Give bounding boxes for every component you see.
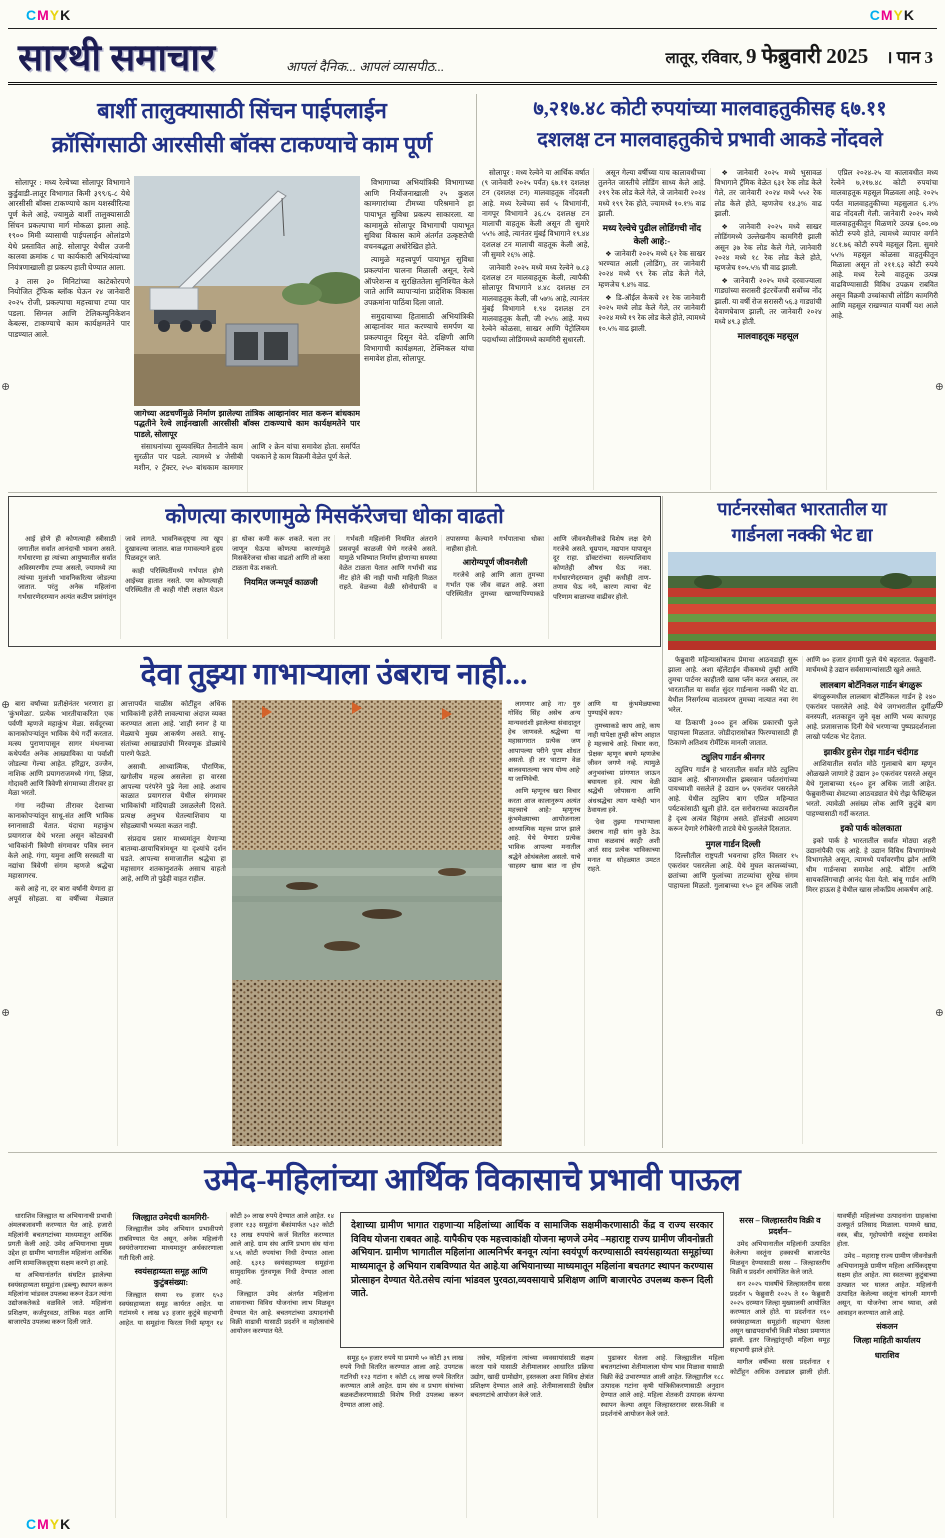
garden-article (666, 496, 938, 1146)
umed-body-left (8, 1212, 334, 1518)
paragraph: विभागाच्या अभियांत्रिकी विभागाच्या आणि निर्योजनाखाली २५ कुशल कामगारांच्या टीमच्या परिश्रमाने हा पायाभूत सुविधा प्रकल्प साकारला. या कामामुळे सोलापूर विभागाची पायाभूत सुविधा विकास कामे अंतर्गत उत्कृष्टतेची वचनबद्धता अधोरेखित होते. (364, 178, 474, 251)
paragraph: आई होणे ही कोणत्याही स्त्रीसाठी जगातील सर्वात आनंदाची भावना असते. गर्भधारणा हा त्यांच्या आयुष्यातील सर्वात अविस्मरणीय टप्पा असतो, ज्यामध्ये त्या त्यांच्या मुलांशी भावनिकरित्या जोडल्या जातात. परंतु अनेक महिलांना गर्भधारणेदरम्यान अत्यंत कठीण प्रसंगांतून जावे लागते. भावनिकदृष्ट्या त्या खूप दुखावल्या जातात. बाळ गमावल्याने हृदय पिळवटून जाते. (18, 536, 223, 601)
paragraph: ❖ जानेवारी २०२५ मध्ये ६२ रेक साखर भरण्यात आली (लोडिंग), तर जानेवारी २०२४ मध्ये ९९ रेक लोड केले गेले, म्हणजेच ९.४% वाढ. (598, 250, 706, 289)
paragraph: असून गेल्या वर्षीच्या याच कालावधीच्या तुलनेत जास्तीचे लोडिंग साध्य केले आहे. २१९ रेक लोड केले गेले, जे जानेवारी २०२४ मध्ये १९९ रेक होते, ज्यामध्ये १०.१% वाढ झाली. (598, 169, 706, 218)
paragraph: लागणार आहे ना? गुरु गोविंद सिंह असेच अन्य मान्यवरांशी झालेल्या संवादातून हेच जाणवले. श्रद्धेच्या या महासागरात प्रत्येक जण आपापल्या परीने पुण्य शोधत असतो. ही तर 'वाटाण' वेळ बालवयातल्या 'काय योग्य आहे' या जाणिवेची. (508, 701, 581, 783)
irrigation-body-right (364, 178, 474, 492)
paragraph: ट्युलिप गार्डन हे भारतातील सर्वात मोठे ट्युलिप उद्यान आहे. श्रीनगरमधील झबरवान पर्वतरांगांच्या पायथ्याशी वसलेले हे उद्यान ७५ एकरांवर पसरलेले आहे. येथील ट्युलिप बाग एप्रिल महिन्यात पर्यटकांसाठी खुली होते. दल सरोवराच्या काठावरील हे दृश्य अत्यंत विहंगम असते. हॉलंडची आठवण करून देणारे रंगीबेरंगी ताटवे येथे फुललेले दिसतात. (668, 765, 798, 834)
paragraph: जिल्ह्यातील उमेद अभियान प्रभावीपणे राबविण्यात येत असून, अनेक महिलांनी स्वयंरोजगाराच्या माध्यमातून अर्थकारणाला गती दिली आहे. (119, 1226, 223, 1262)
kumbh-body-right (508, 700, 660, 1146)
rail-headline (482, 94, 938, 156)
dateline-city: लातूर, रविवार, (665, 51, 743, 67)
section-divider (8, 492, 937, 493)
paragraph: पुढाकार घेतला आहे. जिल्ह्यातील महिला बचतगटांच्या शेतीमालाला योग्य भाव मिळावा यासाठी विक्री केंद्रे उभारण्यात आली आहेत. जिल्ह्यातील १८८ उत्पादक गटांना कृषी यांत्रिकीकरणासाठी अनुदान देण्यात आले आहे. महिला शेतकरी उत्पादक कंपन्या स्थापन केल्या असून जिल्हास्तरावर सरस-विक्री व प्रदर्शनांचे आयोजन केले जाते. (600, 1355, 724, 1419)
paragraph: आशियातील सर्वात मोठे गुलाबाचे बाग म्हणून ओळखले जाणारे हे उद्यान ३० एकरांवर पसरले असून येथे गुलाबाच्या १६०० हून अधिक जाती आहेत. फेब्रुवारीच्या शेवटच्या आठवड्यात येथे रोझ फेस्टिव्हल भरतो. त्यावेळी असंख्य लोक आणि कुटुंबे बाग पाहण्यासाठी गर्दी करतात. (806, 759, 936, 818)
kumbh-crowd-photo (232, 700, 502, 1146)
paragraph: धाराशिव जिल्ह्यात या अभियानाची प्रभावी अंमलबजावणी करण्यात येत आहे. हजारो महिलांनी बचतगटांच्या माध्यमातून आर्थिक प्रगती केली आहे. उमेद अभियानाचा मुख्य उद्देश हा ग्रामीण भागातील महिलांना आर्थिक आणि सामाजिकदृष्ट्या सक्षम करणे हा आहे. (8, 1213, 112, 1267)
paragraph: समुदायाच्या हितासाठी अभियांत्रिकी आव्हानांवर मात करण्याचे समर्पण या प्रकल्पातून दिसून येते. दक्षिणी आणि विभागाची कार्यक्षमता, टेक्निकल यांचा समावेश होता, सोलापूर. (364, 311, 474, 364)
masthead (8, 28, 937, 85)
section-divider (8, 1152, 937, 1153)
irrigation-body-below-photo (134, 442, 360, 492)
paragraph: उमेद – महाराष्ट्र राज्य ग्रामीण जीवनोन्नती अभियानामुळे ग्रामीण महिला आर्थिकदृष्ट्या सक्षम होत आहेत. त्या स्वतःच्या कुटुंबाच्या उत्पन्नात भर घालत आहेत. महिलांनी उत्पादित केलेल्या वस्तूंना चांगली मागणी असून, या योजनेचा लाभ घ्यावा, असे आवाहन करण्यात आले आहे. (837, 1253, 937, 1317)
paragraph: इको पार्क हे भारतातील सर्वात मोठ्या शहरी उद्यानांपैकी एक आहे. हे उद्यान विविध विभागांमध्ये विभागलेले असून, त्यामध्ये पर्यावरणीय झोन आणि थीम गार्डन्सचा समावेश आहे. बोटिंग आणि सायकलिंगचाही आनंद घेता येतो. बांबू गार्डन आणि मिरर हाऊस हे येथील खास लोकप्रिय आकर्षण आहे. (806, 836, 936, 895)
subhead: संकलन (876, 1321, 898, 1331)
kumbh-article (8, 652, 660, 1148)
paragraph: संसाधनांच्या सुव्यवस्थित तैनातीने काम सुरळीत पार पडले. त्यामध्ये ४ जेसीबी मशीन, २ ट्रॅक्टर, २५० बांधकाम कामगार आणि २ क्रेन यांचा समावेश होता. समर्पित पथकाने हे काम विक्रमी वेळेत पूर्ण केले. (134, 442, 360, 472)
paragraph: तुमच्याकडे काय आहे, काय नाही यापेक्षा तुम्ही कोण आहात हे महत्त्वाचे आहे. विचार करा, 'प्रेक्षक' म्हणून बघणे म्हणजेच जीवन जगणे नव्हे. त्यामुळे अनुभवांच्या प्रांगणात जाऊन बघायला हवे. त्याच वेळी श्रद्धेची जोपासना आणि अंधश्रद्धेचा त्याग याचेही भान ठेवायला हवे. (587, 722, 660, 814)
miscarriage-headline: कोणत्या कारणामुळे मिसकॅरेजचा धोका वाढतो (165, 504, 504, 528)
paragraph: त्यामुळे महत्त्वपूर्ण पायाभूत सुविधा प्रकल्पांना चालना मिळाली असून, रेल्वे ऑपरेशन्स व सुरक्षिततेला सुनिश्चित केले जाते आणि व्यापाऱ्यांना प्रादेशिक विकास उपक्रमांना पाठिंबा दिला जातो. (364, 255, 474, 308)
paragraph: कसे आहे ना, दर बारा वर्षांनी येणारा हा अपूर्व सोहळा. या वर्षीच्या मेळ्यात आत्तापर्यंत चाळीस कोटींहून अधिक भाविकांनी हजेरी लावल्याचा अंदाज व्यक्त करण्यात आला आहे. 'शाही स्नान' हे या मेळ्याचे मुख्य आकर्षण असते. साधू-संतांच्या आखाड्यांची मिरवणूक डोळ्यांचे पारणे फेडते. (8, 700, 226, 903)
crane-construction-photo (134, 176, 360, 406)
irrigation-headline-line1: बार्शी तालुक्यासाठी सिंचन पाईपलाईन (97, 98, 387, 123)
subhead: इको पार्क कोलकाता (840, 823, 902, 834)
paragraph: गंगा नदीच्या तीरावर देशाच्या कानाकोपऱ्यांतून साधू-संत आणि भाविक स्नानासाठी येतात. यंदाचा महाकुंभ प्रयागराज येथे भरला असून कोट्यवधी भाविकांनी त्रिवेणी संगमावर पवित्र स्नान केले आहे. गंगा, यमुना आणि सरस्वती या नद्यांचा त्रिवेणी संगम म्हणजे श्रद्धेचा महासागरच. (8, 802, 114, 880)
paragraph: गरजेचे आहे आणि आता तुमच्या गर्भात एक जीव वाढत आहे. अशा परिस्थितीत तुमच्या खाण्यापिण्याकडे आणि जीवनशैलीकडे विशेष लक्ष देणे गरजेचे असते. धूम्रपान, मद्यपान यापासून दूर राहा. डॉक्टरांच्या सल्ल्याशिवाय कोणतेही औषध घेऊ नका. गर्भधारणेदरम्यान तुम्ही कधीही ताण-तणाव घेऊ नये, कारण त्याचा थेट परिणाम बाळाच्या वाढीवर होतो. (446, 536, 651, 601)
column-divider (476, 94, 477, 492)
umed-headline: उमेद-महिलांच्या आर्थिक विकासाचे प्रभावी पाऊल (204, 1162, 741, 1197)
rail-headline-line2: दशलक्ष टन मालवाहतुकीचे प्रभावी आकडे नोंदवले (537, 129, 883, 151)
paragraph: बंगळुरूमधील लालबाग बोटॅनिकल गार्डन हे २४० एकरांवर पसरलेले आहे. येथे जगभरातील दुर्मीळ वनस्पती, शतकाहून जुने वृक्ष आणि भव्य काचगृह आहे. प्रजासत्ताक दिनी येथे भरणाऱ्या पुष्पप्रदर्शनाला लाखो पर्यटक भेट देतात. (806, 693, 936, 741)
paragraph: समूह ६० हजार रुपये या प्रमाणे ५० कोटी ३९ लाख रुपये निधी वितरित करण्यात आला आहे. उपगटक गटनिधी १२३ गटांना १ कोटी ८६ लाख रुपये वितरित करण्यात आले आहेत. ग्राम संघ व प्रभाग संघांच्या बळकटीकरणासाठी विशेष निधी उपलब्ध करून देण्यात आला आहे. (340, 1355, 464, 1409)
subhead: जिल्ह्यात उमेदची कामगिरी- (132, 1213, 210, 1222)
paragraph: गर्भवती महिलांनी नियमित अंतराने प्रसवपूर्व काळजी घेणे गरजेचे असते. यामुळे भविष्यात निर्माण होणाऱ्या समस्या वेळेत टाळता येतात आणि गर्भाची वाढ नीट होते की नाही याची माहिती मिळत राहते. वेळच्या वेळी सोनोग्राफी व तपासण्या केल्याने गर्भपाताचा धोका नाहीसा होतो. (339, 536, 544, 592)
rail-headline-line1: ७,२१७.४८ कोटी रुपयांच्या मालवाहतुकीसह ६७.११ (533, 98, 887, 120)
paragraph: ३ तास ३० मिनिटांच्या काटेकोरपणे नियोजित ट्रॅफिक ब्लॉक घेऊन २४ जानेवारी २०२५ रोजी, प्रकल्पाचा महत्त्वाचा टप्पा पार पडला. सिग्नल आणि टेलिकम्युनिकेशन केबल्स, टाकण्याचे काम कार्यक्षमतेने पार पाडण्यात आले. (8, 276, 130, 339)
registration-mark: ⊕ (1, 699, 11, 711)
paragraph: जिल्ह्यात उमेद अंतर्गत महिलांना शासनाच्या विविध योजनांचा लाभ मिळवून देण्यात येत आहे. बचतगटांच्या उत्पादनांची विक्री वाढावी यासाठी प्रदर्शने व महोत्सवांचे आयोजन करण्यात येते. (230, 1290, 334, 1336)
paragraph: मागील वर्षीच्या सरस प्रदर्शनात १ कोटींहून अधिक उलाढाल झाली होती. यावर्षीही महिलांच्या उत्पादनांना ग्राहकांचा उत्स्फूर्त प्रतिसाद मिळाला. यामध्ये खाद्य, वस्त्र, बीड, गृहोपयोगी वस्तूंचा समावेश होता. (730, 1213, 937, 1376)
garden-body (668, 656, 936, 1144)
irrigation-headline-line2: क्रॉसिंगसाठी आरसीसी बॉक्स टाकण्याचे काम पूर्ण (51, 132, 433, 158)
registration-mark: ⊕ (1, 381, 11, 393)
garden-headline (666, 496, 938, 548)
paragraph: या अभियानांतर्गत संघटित झालेल्या स्वयंसहाय्यता समूहांना (डब्ल्यू) स्थापन करून महिलांना भांडवल उपलब्ध करून देऊन त्यांना उद्योजकतेकडे वळविले जाते. महिलांना प्रशिक्षण, कर्जपुरवठा, तांत्रिक मदत आणि बाजारपेठ उपलब्ध करून दिली जाते. (8, 1272, 112, 1326)
subhead: लालबाग बोटॅनिकल गार्डन बंगळुरू (820, 679, 922, 690)
subhead: धाराशिव (874, 1350, 900, 1360)
registration-mark: ⊕ (934, 1007, 944, 1019)
kumbh-headline: देवा तुझ्या गाभाऱ्याला उंबराच नाही... (140, 658, 528, 691)
miscarriage-body (18, 535, 651, 639)
paragraph: या ठिकाणी ३००० हून अधिक प्रकारची फुले पाहायला मिळतात. जोडीदारासोबत फिरण्यासाठी ही ठिकाणे अतिशय रोमँटिक मानली जातात. (668, 718, 798, 747)
tulip-photo-graphic (668, 552, 936, 650)
paragraph: जिल्ह्यात सध्या १७ हजार ६५३ स्वयंसहाय्यता समूह कार्यरत आहेत. या गटांमध्ये १ लाख ४३ हजार कुटुंबे सहभागी आहेत. या समूहांना फिरता निधी म्हणून १४ कोटी ३० लाख रुपये देण्यात आले आहेत. १४ हजार १३३ समूहांना बँकांमार्फत ५३२ कोटी १३ लाख रुपयांचे कर्ज वितरित करण्यात आले आहे. ग्राम संघ आणि प्रभाग संघ यांना ४.५६ कोटी रुपयांचा निधी देण्यात आला आहे. ६३१३ स्वयंसहाय्यता समूहांना सामुदायिक गुंतवणूक निधी देण्यात आला आहे. (119, 1213, 334, 1327)
miscarriage-article (8, 496, 661, 647)
paragraph: सोलापूर : मध्य रेल्वेच्या सोलापूर विभागाने कुर्डुवाडी-लातूर विभागात किमी ३९९/६-८ येथे आरसीसी बॉक्स टाकण्याचे काम यशस्वीरित्या पूर्ण केले आहे, ज्यामुळे बार्शी तालुक्यासाठी सिंचन प्रकल्पाचा मार्ग मोकळा झाला आहे. १९०० मिमी व्यासाची पाईपलाईन ओलांडणे येथे प्रस्तावित आहे. सोलापूर येथील उजनी कालवा क्रमांक ८ चा कार्यकारी अभियंत्यांच्या नियंत्रणाखाली हा प्रकल्प हाती घेण्यात आला. (8, 178, 130, 273)
paragraph: असावी. आध्यात्मिक, पौराणिक, खगोलीय महत्त्व असलेला हा वारसा आपल्या परंपरेने पुढे नेला आहे. अशाच काळात प्रयागराज येथील संगमावर भाविकांची मांदियाळी उसळलेली दिसते. प्रत्यक्ष अनुभव घेतल्याशिवाय या सोहळ्याची भव्यता कळत नाही. (120, 762, 226, 831)
umed-body-middle (340, 1354, 724, 1518)
subhead: आरोग्यपूर्ण जीवनशैली (462, 558, 528, 568)
dateline (666, 42, 933, 70)
cmyk-mark-bottom-left: CMYK (26, 1516, 72, 1532)
paragraph: एप्रिल २०२४-२५ या कालावधीत मध्य रेल्वेने ७,२१७.४८ कोटी रुपयांचा मालवाहतूक महसूल मिळवला आहे. २०२५ पर्यंत मालवाहतुकीच्या महसुलात ६.२% वाढ नोंदवली गेली. जानेवारी २०२५ मध्ये मालवाहतुकीतून मिळणारे उत्पन्न ६००.०७ कोटी रुपये होते, त्यामध्ये व्यापार वर्गाने ४८१.७६ कोटी रुपये महसूल दिला. सुमारे ५५% महसूल कोळसा वाहतुकीतून मिळाला असून तो २११.६३ कोटी रुपये आहे. मध्य रेल्वे वाहतूक उत्पन्न वाढविण्यासाठी विविध उपक्रम राबवित असून विक्रमी उच्चांकाची लोडिंग कामगिरी आणि महसूल राखण्यात यावर्षी यश आले आहे. (830, 169, 938, 321)
paragraph: फेब्रुवारी महिन्यासोबतच प्रेमाचा आठवडाही सुरू झाला आहे. अशा व्हॅलेंटाईन वीकमध्ये तुम्ही आणि तुमचा पार्टनर काहीतरी खास प्लॅन करत असाल, तर भारतातील या सर्वात सुंदर गार्डन्सना नक्की भेट द्या. येथील निसर्गरम्य वातावरण तुमच्या नात्यात नवा रंग भरेल. (668, 656, 798, 714)
subhead: नियमित जन्मपूर्व काळजी (244, 577, 318, 587)
subhead: स्वयंसहाय्यता समूह आणि कुटुंबसंख्या: (134, 1266, 208, 1288)
umed-article (8, 1158, 937, 1518)
paragraph: आणि म्हणूनच खरा विचार करता आज कालानुरूप अत्यंत महत्त्वाचे आहे? म्हणूनच कुंभमेळ्याच्या आयोजनाला आध्यात्मिक महत्त्व प्राप्त झाले आहे. येथे येणारा प्रत्येक भाविक आपल्या मनातील श्रद्धेने ओथंबलेला असतो. याचे 'साहस्य' खास बात ना होय आणि या कुंभमेळ्याच्या पुण्याईचे काय? (508, 701, 660, 871)
umed-intro-box: देशाच्या ग्रामीण भागात राहणाऱ्या महिलांच्या आर्थिक व सामाजिक सक्षमीकरणासाठी केंद्र व राज्य सरकार विविध योजना राबवत आहे. यापैकीच एक महत्त्वाकांक्षी योजना म्हणजे उमेद –महाराष्ट्र राज्य ग्रामीण जीवनोन्नती अभियान. ग्रामीण भागातील महिलांना आत्मनिर्भर बनवून त्यांना स्वयंपूर्ण करण्यासाठी स्वयंसहाय्यता समूहांच्या माध्यमातून हे अभियान राबविण्यात येत आहे.या अभियानाच्या माध्यमातून महिलांना बचतगट स्थापन करण्यास प्रोत्साहन देण्यात येते.तसेच त्यांना भांडवल पुरवठा,व्यवसायाचे प्रशिक्षण आणि बाजारपेठ उपलब्ध करून दिली जाते. (340, 1212, 724, 1348)
paragraph: संप्रदाय प्रसार माध्यमांतून येणाऱ्या बातम्या-छायाचित्रांमधून या दृश्यांचे दर्शन घडते. आपल्या समाजातील श्रद्धेचा हा महासागर शतकानुशतके असाच वाहतो आहे, आणि तो पुढेही वाहत राहील. (120, 835, 226, 883)
paper-title: सारथी समाचार (18, 38, 216, 79)
paragraph: दिल्लीतील राष्ट्रपती भवनाचा हरित विस्तार १५ एकरांवर पसरलेला आहे. येथे मुघल कालव्यांच्या, छतांच्या आणि फुलांच्या ताटव्यांचा सुरेख संगम पाहायला मिळतो. गुलाबाच्या १५० हून अधिक जाती आणि ७० हजार हंगामी फुले येथे बहरतात. फेब्रुवारी-मार्चमध्ये हे उद्यान सर्वसामान्यांसाठी खुले असते. (668, 656, 936, 891)
irrigation-article (8, 176, 474, 492)
garden-headline-line2: गार्डनला नक्की भेट द्या (731, 525, 873, 546)
paragraph: ❖ जानेवारी २०२५ मध्ये साखर लोडिंगमध्ये उल्लेखनीय कामगिरी झाली असून ३७ रेक लोड केले गेले, जानेवारी २०२४ मध्ये १८ रेक लोड केले होते, म्हणजेच १०५.५% ची वाढ झाली. (714, 223, 822, 272)
column-divider (662, 496, 663, 1148)
paragraph: बारा वर्षांच्या प्रतीक्षेनंतर भरणारा हा 'कुंभमेळा'. प्रत्येक भारतीयाकरिता एक पर्वणी म्हणजे महाकुंभ मेळा. सर्वदूरच्या कानाकोपऱ्यांतून भाविक येथे गर्दी करतात. मत्स्य पुराणापासून सागर मंथनाच्या कथेपर्यंत अनेक आख्यायिका या पर्वाशी जोडल्या गेल्या आहेत. हरिद्वार, उज्जैन, नाशिक आणि प्रयागराजमध्ये गंगा, क्षिप्रा, गोदावरी आणि त्रिवेणी संगमाच्या तीरावर हा मेळा भरतो. (8, 700, 114, 798)
kumbh-body-left (8, 700, 226, 1146)
cmyk-mark-top-left: CMYK (26, 7, 72, 23)
subhead: ट्युलिप गार्डन श्रीनगर (701, 752, 765, 763)
subhead: मुगल गार्डन दिल्ली (705, 839, 761, 850)
paragraph: जानेवारी २०२५ मध्ये मध्य रेल्वेने ७.८३ दशलक्ष टन मालवाहतूक केली, त्यापैकी सोलापूर विभागाने ४.४८ दशलक्ष टन मालवाहतूक केली, जी ५७% आहे, त्यानंतर मुंबई विभागाने १.९४ दशलक्ष टन मालवाहतूक केली, जी २५% आहे. मध्य रेल्वेने कोळसा, साखर आणि पेट्रोलियम पदार्थांच्या लोडिंगमध्ये कामगिरी सुधारली. (482, 263, 590, 344)
page-number: । पान 3 (886, 48, 933, 67)
umed-body-right (730, 1212, 937, 1518)
paragraph: उमेद अभियानातील महिलांनी उत्पादित केलेल्या वस्तूंना हक्काची बाजारपेठ मिळवून देण्यासाठी सरस – जिल्हास्तरीय विक्री व प्रदर्शन आयोजित केले जाते. (730, 1240, 830, 1276)
paragraph: ❖ जानेवारी २०२५ मध्ये भुसावळ विभागाने ट्रॅमिक वेळेत ६३१ रेक लोड केले गेले, तर जानेवारी २०२४ मध्ये ५५२ रेक लोड केले होते, म्हणजेच १४.३% वाढ झाली. (714, 169, 822, 218)
garden-headline-line1: पार्टनरसोबत भारतातील या (717, 499, 887, 519)
subhead: जिल्हा माहिती कार्यालय (853, 1336, 921, 1346)
paragraph: ❖ डि-ऑईल केकचे २१ रेक जानेवारी २०२५ मध्ये लोड केले गेले, तर जानेवारी २०२४ मध्ये १९ रेक लोड केले होते, त्यामध्ये १०.५% वाढ झाली. (598, 293, 706, 333)
paragraph: सोलापूर : मध्य रेल्वेने या आर्थिक वर्षात (९ जानेवारी २०२५ पर्यंत) ६७.११ दशलक्ष टन (दशलक्ष टन) मालवाहतूक नोंदवली आहे. मध्य रेल्वेच्या सर्व ५ विभागांनी, नागपूर विभागाने ३६.८५ दशलक्ष टन मालाची वाहतूक केली असून ती सुमारे ५५% आहे, त्यानंतर मुंबई विभागाने १९.४४ दशलक्ष टन मालाची वाहतूक केली आहे, जी सुमारे २६% आहे. (482, 169, 590, 259)
rail-article-body (482, 168, 938, 490)
irrigation-headline (12, 94, 472, 162)
paragraph: काही परिस्थितींमध्ये गर्भपात होणे आईच्या हातात नसते. पण कोणत्याही परिस्थितीत ती काही गोष्टी लक्षात घेऊन हा धोका कमी करू शकते. चला तर जाणून घेऊया कोणत्या कारणांमुळे मिसकॅरेजचा धोका वाढतो आणि तो कसा टाळता येऊ शकतो. (125, 536, 330, 595)
registration-mark: ⊕ (934, 381, 944, 393)
tulip-garden-photo (668, 552, 936, 650)
registration-mark: ⊕ (934, 699, 944, 711)
paragraph: 'देवा तुझ्या गाभाऱ्याला उंबराच नाही सांग कुठे ठेऊ माथा कळवाचं काही' अशी आर्त साद प्रत्येक भाविकाच्या मनात या सोहळ्यात उमटत राहते. (587, 819, 660, 874)
paragraph: ❖ जानेवारी २०२५ मध्ये दरवाज्याला गाड्यांच्या सरासरी इंटरचेंजची सर्वोच्च नोंद झाली. या वर्षी रोज सरासरी ५६.३ गाड्यांची देवाणघेवाण झाली, तर जानेवारी २०२४ मध्ये ४९.३ होती. (714, 277, 822, 327)
subhead: मालवाहतूक महसूल (737, 331, 799, 342)
subhead: सरस – जिल्हास्तरीय विक्री व प्रदर्शन– (739, 1216, 821, 1237)
dateline-date: 9 फेब्रुवारी 2025 (745, 44, 869, 68)
registration-mark: ⊕ (1, 1007, 11, 1019)
photo-caption: जागेच्या अडचणींमुळे निर्माण झालेल्या तांत्रिक आव्हानांवर मात करून बांधकाम पद्धतीने रेल्वे लाईनखाली आरसीसी बॉक्स टाकण्याचे काम कार्यक्षमतेने पार पाडले, सोलापूर (134, 409, 360, 439)
paper-tagline: आपलं दैनिक... आपलं व्यासपीठ... (286, 59, 445, 74)
cmyk-mark-top-right: CMYK (869, 7, 915, 23)
irrigation-body-left (8, 178, 130, 492)
paragraph: सन २०२५ यावर्षीचे जिल्हास्तरीय सरस प्रदर्शन ५ फेब्रुवारी २०२५ ते १० फेब्रुवारी २०२५ दरम्यान जिल्हा मुख्यालयी आयोजित करण्यात आले होते. या प्रदर्शनात १६० स्वयंसहाय्यता समूहांनी सहभाग घेतला असून खाद्यपदार्थांची विक्री मोठ्या प्रमाणात झाली. इतर जिल्ह्यांतूनही महिला समूह सहभागी झाले होते. (730, 1281, 830, 1354)
subhead: झाकीर हुसेन रोझ गार्डन चंदीगड (823, 746, 919, 757)
subhead: मध्य रेल्वेचे पुढील लोडिंगची नोंद केली आहे:- (602, 223, 701, 246)
paragraph: तसेच, महिलांना त्यांच्या व्यवसायांसाठी सक्षम करता यावे यासाठी शेतीमालावर आधारित प्रक्रिया उद्योग, खादी ग्रामोद्योग, हस्तकला अशा विविध क्षेत्रांत प्रशिक्षण देण्यात आले आहे. शेतीमालासाठी देखील बचतगटांचे आयोजन केले जाते. (470, 1355, 594, 1400)
kumbh-photo-graphic (232, 700, 502, 1146)
crane-photo-graphic (134, 176, 360, 406)
